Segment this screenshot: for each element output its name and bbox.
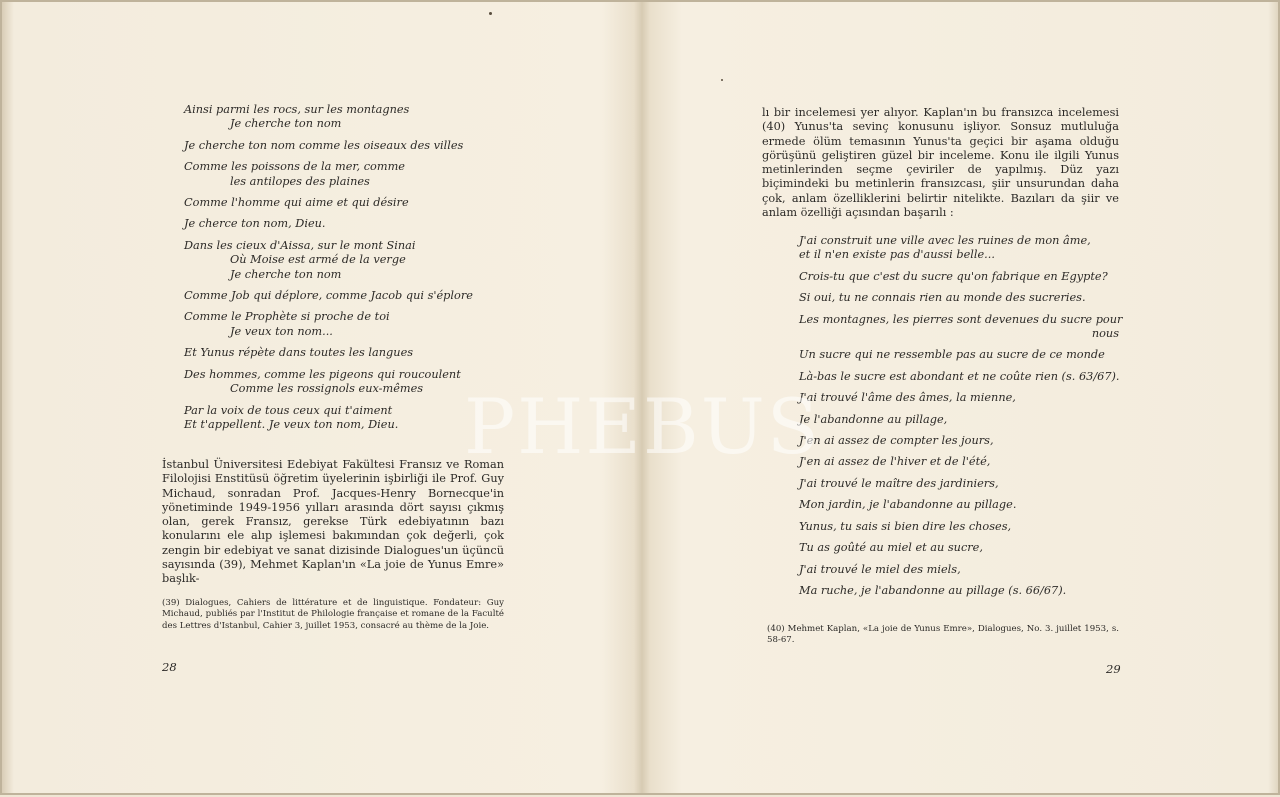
left-page <box>2 2 642 797</box>
poem-stanza <box>799 563 1119 577</box>
poem-line: J'ai construit une ville avec les ruines de mon âme, <box>799 234 1091 247</box>
page-number-left: 28 <box>162 660 177 674</box>
poem-line: Où Moise est armé de la verge <box>230 253 406 267</box>
poem-line: Je cherche ton nom <box>230 267 342 281</box>
poem-line: Et t'appellent. Je veux ton nom, Dieu. <box>184 417 399 431</box>
poem-line: J'ai trouvé l'âme des âmes, la mienne, <box>799 391 1016 405</box>
poem-stanza <box>184 310 514 339</box>
page-number-right: 29 <box>1106 662 1121 676</box>
poem-line: Comme le Prophète si proche de toi <box>184 310 390 324</box>
poem-stanza <box>799 291 1119 305</box>
poem-stanza <box>184 196 514 210</box>
poem-stanza <box>799 370 1119 384</box>
poem-stanza <box>799 234 1119 263</box>
poem-stanza <box>184 217 514 231</box>
poem-stanza <box>799 413 1119 427</box>
poem-stanza <box>184 404 514 433</box>
poem-line: Crois-tu que c'est du sucre qu'on fabrique en Egypte? <box>799 269 1108 283</box>
poem-stanza <box>799 520 1119 534</box>
poem-line: les antilopes des plaines <box>230 174 370 188</box>
poem-line: Je cherche ton nom comme les oiseaux des villes <box>184 138 464 152</box>
poem-line: Des hommes, comme les pigeons qui roucoulent <box>184 367 461 381</box>
poem-stanza <box>184 139 514 153</box>
poem-stanza <box>184 160 514 189</box>
poem-line: Si oui, tu ne connais rien au monde des sucreries. <box>799 291 1086 305</box>
left-prose <box>162 458 504 587</box>
poem-line: Ainsi parmi les rocs, sur les montagnes <box>184 103 410 116</box>
poem-line: et il n'en existe pas d'aussi belle... <box>799 248 995 262</box>
poem-line: J'ai trouvé le maître des jardiniers, <box>799 476 999 490</box>
poem-stanza <box>799 391 1119 405</box>
poem-stanza <box>184 346 514 360</box>
poem-line: Et Yunus répète dans toutes les langues <box>184 346 414 360</box>
poem-line: Dans les cieux d'Aissa, sur le mont Sinai <box>184 238 416 252</box>
poem-line: Ma ruche, je l'abandonne au pillage (s. 66/67). <box>799 583 1067 597</box>
poem-line: Comme Job qui déplore, comme Jacob qui s'éplore <box>184 289 473 303</box>
poem-stanza <box>799 584 1119 598</box>
poem-line: nous <box>1091 327 1119 341</box>
poem-stanza <box>799 498 1119 512</box>
footnote-39: (39) Dialogues, Cahiers de littérature et de linguistique. Fondateur: Guy Michaud, publiés par l'Institut de Philologie française et romane de la Faculté des Lettres d'Istanbul, Cahier 3, juillet 1953, consacré au thème de la Joie. <box>162 598 504 631</box>
poem-stanza <box>799 477 1119 491</box>
poem-stanza <box>799 270 1119 284</box>
poem-line: Je cherche ton nom <box>230 117 342 131</box>
poem-stanza <box>184 289 514 303</box>
poem-line: Comme les rossignols eux-mêmes <box>230 382 424 396</box>
poem-line: Je veux ton nom... <box>230 324 333 338</box>
right-prose-text: lı bir incelemesi yer alıyor. Kaplan'ın bu fransızca incelemesi (40) Yunus'ta sevinç konusunu işliyor. Sonsuz mutluluğa ermede ölüm temasının Yunus'ta geçici bir aşama olduğu görüşünü geliştiren güzel bir inceleme. Konu ile ilgili Yunus metinlerinden seçme çeviriler de yapılmış. Düz yazı biçimindeki bu metinlerin fransızcası, şiir unsurundan daha çok, anlam özelliklerini belirtir nitelikte. Bazıları da şiir ve anlam özelliği açısından başarılı : <box>762 106 1119 220</box>
poem-line: Par la voix de tous ceux qui t'aiment <box>184 403 393 417</box>
poem-line: Tu as goûté au miel et au sucre, <box>799 541 983 555</box>
poem-stanza <box>799 312 1123 342</box>
left-poem <box>184 103 514 439</box>
poem-line: Mon jardin, je l'abandonne au pillage. <box>799 498 1017 512</box>
poem-line: J'en ai assez de compter les jours, <box>799 434 994 448</box>
right-prose <box>762 106 1119 220</box>
poem-stanza <box>799 348 1119 362</box>
poem-line: Un sucre qui ne ressemble pas au sucre de ce monde <box>799 348 1105 362</box>
poem-line: J'ai trouvé le miel des miels, <box>799 562 961 576</box>
right-footnote <box>767 624 1119 647</box>
right-poem <box>799 234 1123 605</box>
poem-line: Comme l'homme qui aime et qui désire <box>184 196 409 210</box>
footnote-40: (40) Mehmet Kaplan, «La joie de Yunus Emre», Dialogues, No. 3. juillet 1953, s. 58-67. <box>767 624 1119 646</box>
poem-stanza <box>184 239 514 282</box>
poem-line: Les montagnes, les pierres sont devenues du sucre pour <box>799 312 1123 326</box>
poem-stanza <box>799 455 1119 469</box>
watermark: PHEBUS <box>464 382 821 471</box>
left-footnote <box>162 598 504 632</box>
poem-stanza <box>799 434 1119 448</box>
poem-line: Yunus, tu sais si bien dire les choses, <box>799 519 1012 533</box>
poem-stanza <box>184 368 514 397</box>
poem-line: Comme les poissons de la mer, comme <box>184 160 405 174</box>
right-page <box>642 2 1280 797</box>
poem-stanza <box>799 541 1119 555</box>
poem-line: Je l'abandonne au pillage, <box>799 412 948 426</box>
poem-line: Là-bas le sucre est abondant et ne coûte rien (s. 63/67). <box>799 369 1120 383</box>
poem-stanza <box>184 103 514 132</box>
left-prose-text: İstanbul Üniversitesi Edebiyat Fakültesi Fransız ve Roman Filolojisi Enstitüsü öğretim üyelerinin işbirliği ile Prof. Guy Michaud, sonradan Prof. Jacques-Henry Bornecque'in yönetiminde 1949-1956 yılları arasında dört sayısı çıkmış olan, gerek Fransız, gerekse Türk edebiyatının bazı konularını ele alıp işlemesi bakımından çok değerli, çok zengin bir edebiyat ve sanat dizisinde Dialogues'un üçüncü sayısında (39), Mehmet Kaplan'ın «La joie de Yunus Emre» başlık- <box>162 458 504 586</box>
poem-line: Je cherce ton nom, Dieu. <box>184 217 326 231</box>
poem-line: J'en ai assez de l'hiver et de l'été, <box>799 455 991 469</box>
